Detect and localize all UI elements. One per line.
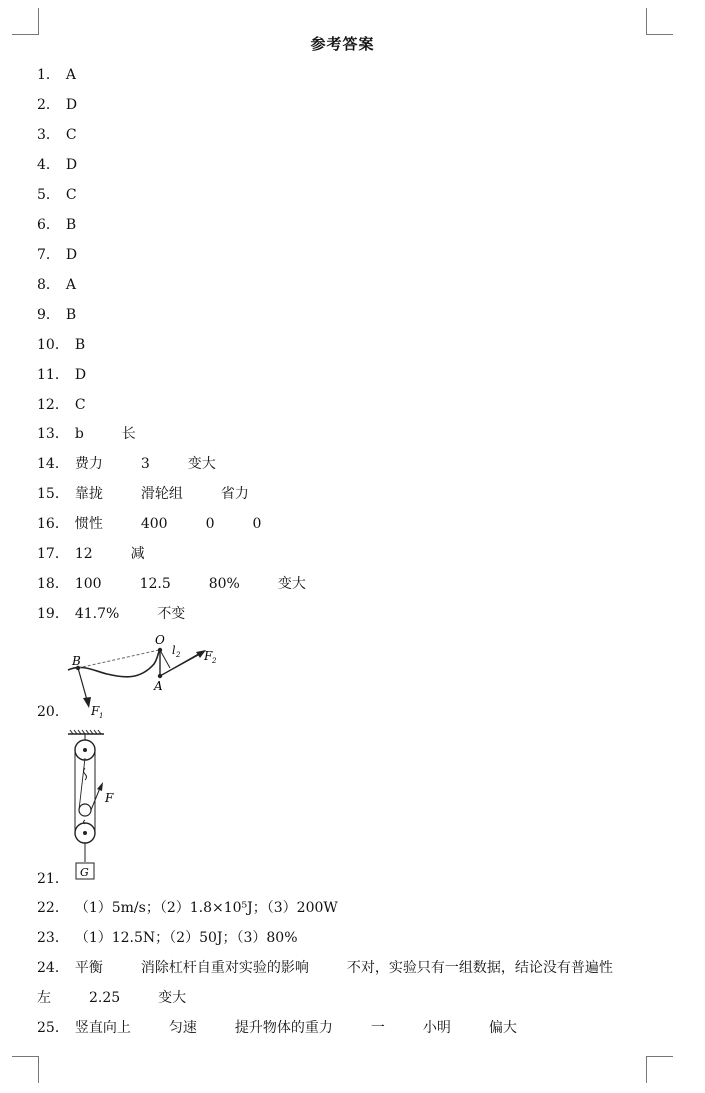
answer-text: D xyxy=(65,157,78,173)
question-number: 9． xyxy=(37,307,60,323)
answer-line xyxy=(37,336,85,354)
answer-text: 竖直向上 xyxy=(74,1020,131,1036)
question-number: 12． xyxy=(37,397,69,413)
question-number: 6． xyxy=(37,217,60,233)
question-number: 21． xyxy=(37,871,69,887)
question-number: 7． xyxy=(37,247,60,263)
answer-line xyxy=(37,126,77,144)
answer-text: D xyxy=(65,247,78,263)
question-number: 22． xyxy=(37,900,69,916)
answer-text: 变大 xyxy=(158,990,187,1006)
answer-text: 不对，实验只有一组数据，结论没有普遍性 xyxy=(346,960,613,976)
answer-text: B xyxy=(65,217,77,233)
answer-text: A xyxy=(65,67,77,83)
question-number: 13． xyxy=(37,426,69,442)
answer-text: b xyxy=(74,426,84,442)
question-number: 14． xyxy=(37,456,69,472)
label-O: O xyxy=(155,633,165,647)
answer-line xyxy=(37,216,76,234)
label-G: G xyxy=(80,866,89,879)
question-number: 5． xyxy=(37,187,60,203)
answer-text: 匀速 xyxy=(168,1020,197,1036)
answer-text: B xyxy=(65,307,77,323)
answer-text: D xyxy=(74,367,87,383)
answer-text: 变大 xyxy=(187,456,216,472)
answer-text: C xyxy=(65,127,77,143)
question-number: 23． xyxy=(37,930,69,946)
question-number: 3． xyxy=(37,127,60,143)
answer-text: A xyxy=(65,277,77,293)
answer-line xyxy=(37,96,77,114)
label-A: A xyxy=(154,679,163,693)
label-l2-sub: 2 xyxy=(176,651,181,659)
answer-text: 2.25 xyxy=(89,990,121,1006)
question-number: 19． xyxy=(37,606,69,622)
label-B: B xyxy=(72,654,81,668)
answer-text: 平衡 xyxy=(74,960,103,976)
answer-text: 提升物体的重力 xyxy=(234,1020,333,1036)
question-number: 1． xyxy=(37,67,60,83)
answer-line xyxy=(37,485,249,503)
answer-text: 滑轮组 xyxy=(140,486,183,502)
page-corner-mark-bottom-left xyxy=(12,1056,39,1083)
answer-text: 12.5 xyxy=(139,576,171,592)
answer-text: 靠拢 xyxy=(74,486,103,502)
answer-line xyxy=(37,545,145,563)
answer-line xyxy=(37,1019,517,1037)
answer-text: 费力 xyxy=(74,456,103,472)
page-title: 参考答案 xyxy=(310,35,375,53)
pulley-diagram xyxy=(60,728,132,884)
question-number: 17． xyxy=(37,546,69,562)
answer-line xyxy=(37,989,186,1007)
answer-text: 减 xyxy=(130,546,145,562)
page-corner-mark-top-left xyxy=(12,8,39,35)
answer-text: 偏大 xyxy=(488,1020,517,1036)
answer-line xyxy=(37,515,261,533)
answer-text: 小明 xyxy=(422,1020,451,1036)
answer-text: 变大 xyxy=(277,576,306,592)
answer-text: 400 xyxy=(140,516,168,532)
answer-line xyxy=(37,246,77,264)
answer-line xyxy=(37,366,86,384)
question-number: 24． xyxy=(37,960,69,976)
answer-text: 12 xyxy=(74,546,93,562)
answer-line xyxy=(37,959,613,977)
answer-text: 41.7% xyxy=(74,606,120,622)
answer-line xyxy=(37,899,338,917)
answer-line xyxy=(37,276,76,294)
answer-text: 一 xyxy=(370,1020,385,1036)
answer-line xyxy=(37,306,76,324)
answer-text: D xyxy=(65,97,78,113)
lever-diagram xyxy=(62,630,232,722)
question-number: 11． xyxy=(37,367,69,383)
answer-text: 3 xyxy=(140,456,150,472)
label-F2-sub: 2 xyxy=(212,657,217,665)
question-number: 25． xyxy=(37,1020,69,1036)
question-number: 15． xyxy=(37,486,69,502)
label-F1-sub: 1 xyxy=(99,712,104,720)
answer-text: （1）12.5N；（2）50J；（3）80% xyxy=(74,930,298,946)
answer-text: （1）5m/s；（2）1.8×10⁵J；（3）200W xyxy=(74,900,338,916)
answer-line xyxy=(37,186,77,204)
question-number: 10． xyxy=(37,337,69,353)
question-number: 8． xyxy=(37,277,60,293)
page-corner-mark-top-right xyxy=(646,8,673,35)
answer-line xyxy=(37,396,86,414)
label-F2: F xyxy=(204,649,213,663)
label-l2: l xyxy=(172,644,176,657)
answer-text: 0 xyxy=(205,516,215,532)
answer-line xyxy=(37,425,136,443)
answer-text: 0 xyxy=(252,516,262,532)
answer-line xyxy=(37,929,298,947)
answer-text: 惯性 xyxy=(74,516,103,532)
answer-text: 不变 xyxy=(157,606,186,622)
answer-line xyxy=(37,605,185,623)
answer-text: 80% xyxy=(208,576,240,592)
question-number: 4． xyxy=(37,157,60,173)
answer-line xyxy=(37,455,216,473)
label-F1: F xyxy=(91,704,100,718)
answer-line xyxy=(37,66,76,84)
answer-text: 省力 xyxy=(220,486,249,502)
page-corner-mark-bottom-right xyxy=(646,1056,673,1083)
label-F: F xyxy=(105,791,114,805)
answer-text: 100 xyxy=(74,576,102,592)
answer-text: 消除杠杆自重对实验的影响 xyxy=(140,960,309,976)
answer-text: C xyxy=(65,187,77,203)
answer-text: B xyxy=(74,337,86,353)
question-number: 18． xyxy=(37,576,69,592)
answer-text: 长 xyxy=(121,426,136,442)
question-number: 16． xyxy=(37,516,69,532)
answer-line xyxy=(37,156,77,174)
answer-line xyxy=(37,575,306,593)
question-number: 2． xyxy=(37,97,60,113)
question-number: 20． xyxy=(37,704,69,720)
answer-text: 左 xyxy=(37,990,51,1006)
answer-text: C xyxy=(74,397,86,413)
